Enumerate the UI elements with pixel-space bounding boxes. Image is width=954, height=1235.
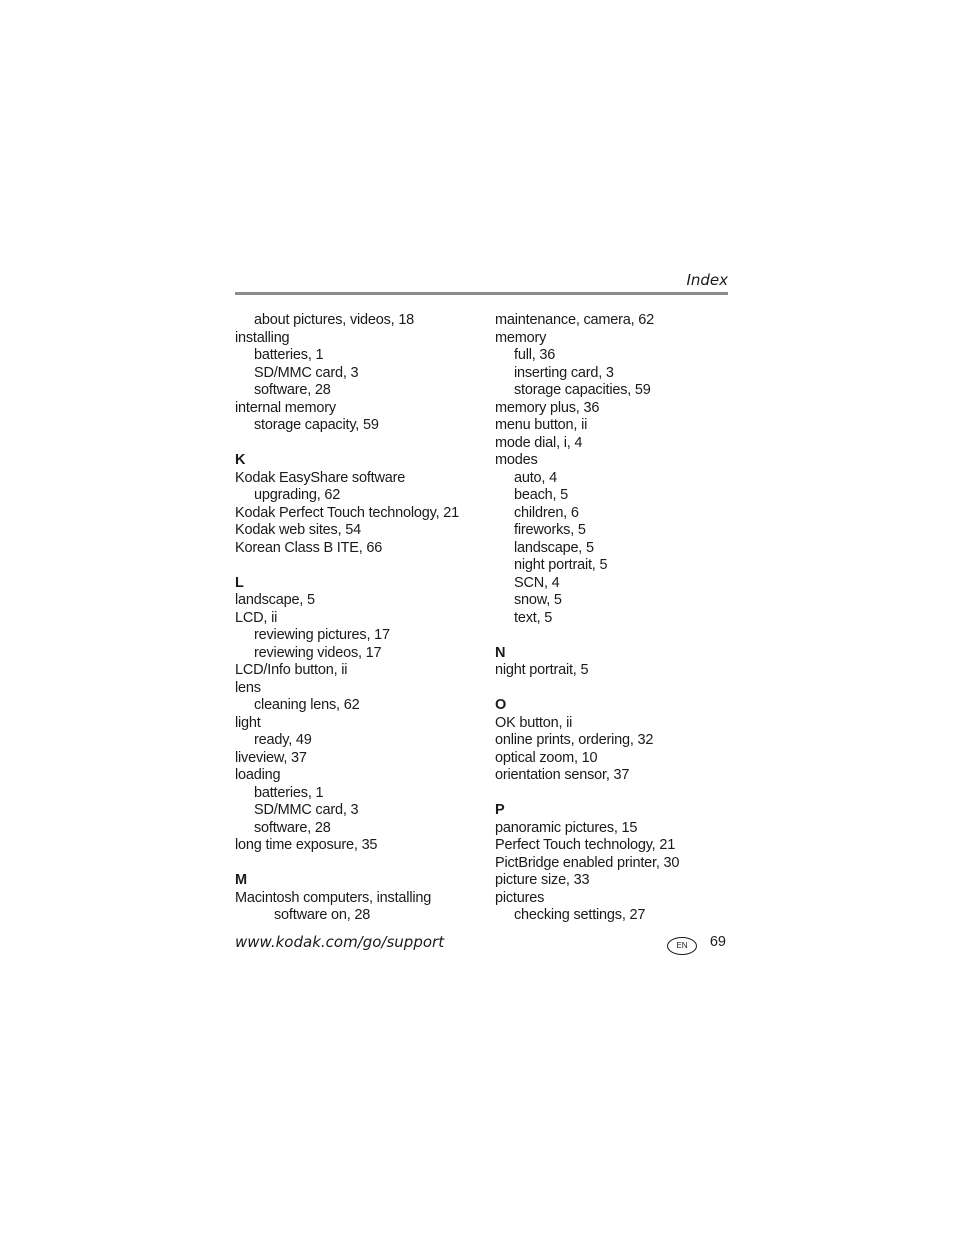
- index-entry: mode dial, i, 4: [495, 434, 583, 451]
- index-subentry: software, 28: [254, 819, 331, 836]
- index-entry: internal memory: [235, 399, 336, 416]
- index-entry: menu button, ii: [495, 417, 588, 433]
- index-subentry: reviewing videos, 17: [254, 644, 382, 661]
- footer-support-url: www.kodak.com/go/support: [235, 933, 445, 951]
- index-subentry: full, 36: [514, 347, 556, 363]
- index-subentry: storage capacities, 59: [514, 382, 651, 398]
- index-entry: Kodak web sites, 54: [235, 522, 361, 538]
- section-gap: [235, 855, 485, 873]
- index-subentry: SCN, 4: [514, 574, 560, 591]
- index-subentry: text, 5: [514, 609, 553, 626]
- index-subentry: beach, 5: [514, 487, 569, 503]
- section-gap: [495, 785, 728, 803]
- index-section-letter: K: [235, 452, 246, 468]
- index-subentry: batteries, 1: [254, 784, 324, 801]
- index-entry: modes: [495, 452, 538, 468]
- index-entry: installing: [235, 329, 290, 346]
- language-badge: EN: [667, 937, 697, 955]
- index-entry: Kodak Perfect Touch technology, 21: [235, 504, 460, 521]
- index-subentry: children, 6: [514, 504, 579, 521]
- index-entry: long time exposure, 35: [235, 837, 378, 853]
- index-subentry: cleaning lens, 62: [254, 697, 360, 713]
- index-subentry: software, 28: [254, 382, 331, 398]
- index-column-right: [495, 312, 728, 925]
- index-subentry: fireworks, 5: [514, 522, 586, 538]
- index-subentry: batteries, 1: [254, 347, 324, 363]
- index-subentry: reviewing pictures, 17: [254, 627, 390, 643]
- index-entry: memory: [495, 329, 547, 346]
- section-gap: [235, 435, 485, 453]
- index-entry: Macintosh computers, installing: [235, 889, 432, 906]
- index-subentry: storage capacity, 59: [254, 417, 379, 433]
- index-subentry: landscape, 5: [514, 539, 594, 556]
- index-subentry: night portrait, 5: [514, 557, 608, 573]
- section-gap: [235, 557, 485, 575]
- index-subentry: auto, 4: [514, 469, 557, 486]
- index-entry: Kodak EasyShare software: [235, 469, 406, 486]
- page-number: 69: [709, 934, 726, 950]
- index-subentry: ready, 49: [254, 732, 312, 748]
- section-gap: [495, 680, 728, 698]
- index-subentry: SD/MMC card, 3: [254, 364, 359, 381]
- index-entry: optical zoom, 10: [495, 749, 598, 766]
- index-entry: orientation sensor, 37: [495, 767, 630, 783]
- index-entry: Perfect Touch technology, 21: [495, 837, 676, 853]
- index-subentry: about pictures, videos, 18: [254, 312, 415, 328]
- index-entry: loading: [235, 767, 281, 783]
- index-entry: LCD/Info button, ii: [235, 662, 348, 678]
- index-subentry: snow, 5: [514, 592, 562, 608]
- index-entry: light: [235, 714, 261, 731]
- index-section-letter: P: [495, 802, 505, 818]
- index-entry: lens: [235, 679, 261, 696]
- index-section-letter: M: [235, 872, 247, 888]
- index-entry: PictBridge enabled printer, 30: [495, 854, 680, 871]
- index-entry: OK button, ii: [495, 714, 573, 731]
- index-entry: maintenance, camera, 62: [495, 312, 655, 328]
- index-entry: picture size, 33: [495, 872, 590, 888]
- index-subentry: SD/MMC card, 3: [254, 802, 359, 818]
- index-entry: pictures: [495, 889, 545, 906]
- index-subentry: software on, 28: [274, 907, 371, 923]
- index-entry: night portrait, 5: [495, 662, 589, 678]
- index-entry: LCD, ii: [235, 609, 278, 626]
- index-subentry: inserting card, 3: [514, 364, 614, 381]
- index-section-letter: L: [235, 574, 244, 591]
- index-entry: landscape, 5: [235, 592, 315, 608]
- page-header-title: Index: [686, 271, 728, 289]
- index-entry: Korean Class B ITE, 66: [235, 539, 383, 556]
- index-subentry: upgrading, 62: [254, 487, 341, 503]
- index-entry: panoramic pictures, 15: [495, 819, 638, 836]
- section-gap: [495, 627, 728, 645]
- index-section-letter: O: [495, 697, 507, 713]
- index-entry: liveview, 37: [235, 749, 307, 766]
- index-column-left: [235, 312, 485, 925]
- header-rule: [235, 292, 728, 295]
- index-entry: memory plus, 36: [495, 399, 600, 416]
- index-subentry: checking settings, 27: [514, 907, 646, 923]
- index-section-letter: N: [495, 644, 506, 661]
- index-entry: online prints, ordering, 32: [495, 732, 654, 748]
